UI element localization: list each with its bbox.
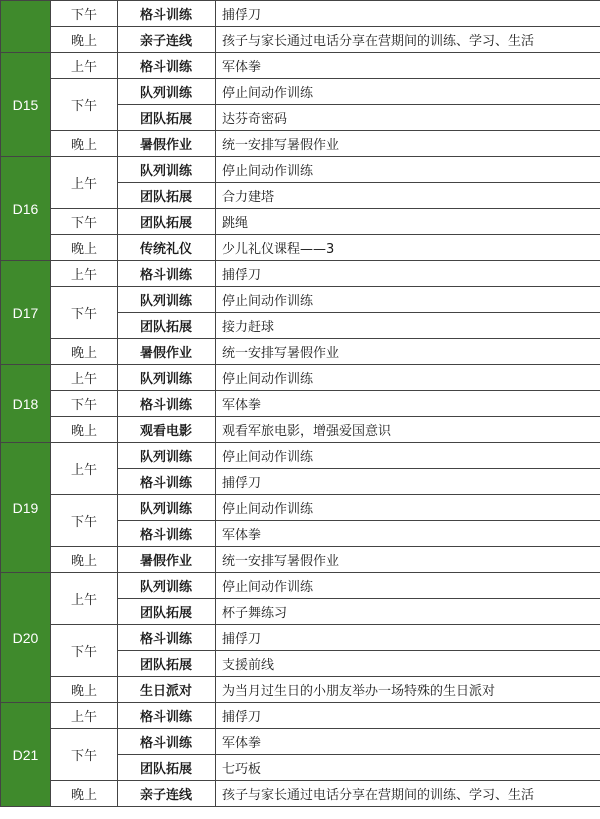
description-cell: 孩子与家长通过电话分享在营期间的训练、学习、生活 <box>216 781 600 807</box>
category-cell: 团队拓展 <box>118 755 216 781</box>
category-cell: 格斗训练 <box>118 53 216 79</box>
category-cell: 格斗训练 <box>118 703 216 729</box>
description-cell: 统一安排写暑假作业 <box>216 547 600 573</box>
table-row <box>1 729 600 755</box>
table-row <box>1 235 600 261</box>
period-cell: 下午 <box>51 209 118 235</box>
description-cell: 停止间动作训练 <box>216 365 600 391</box>
category-cell: 队列训练 <box>118 443 216 469</box>
day-cell: D17 <box>1 261 51 365</box>
category-cell: 亲子连线 <box>118 27 216 53</box>
category-cell: 暑假作业 <box>118 131 216 157</box>
category-cell: 团队拓展 <box>118 105 216 131</box>
description-cell: 捕俘刀 <box>216 1 600 27</box>
category-cell: 格斗训练 <box>118 469 216 495</box>
category-cell: 队列训练 <box>118 79 216 105</box>
category-cell: 团队拓展 <box>118 183 216 209</box>
table-row <box>1 261 600 287</box>
category-cell: 生日派对 <box>118 677 216 703</box>
period-cell: 上午 <box>51 53 118 79</box>
period-cell: 下午 <box>51 287 118 339</box>
description-cell: 达芬奇密码 <box>216 105 600 131</box>
category-cell: 队列训练 <box>118 495 216 521</box>
period-cell: 晚上 <box>51 339 118 365</box>
category-cell: 队列训练 <box>118 157 216 183</box>
category-cell: 格斗训练 <box>118 391 216 417</box>
description-cell: 孩子与家长通过电话分享在营期间的训练、学习、生活 <box>216 27 600 53</box>
period-cell: 上午 <box>51 443 118 495</box>
description-cell: 捕俘刀 <box>216 261 600 287</box>
table-row <box>1 495 600 521</box>
table-row <box>1 287 600 313</box>
table-row <box>1 547 600 573</box>
table-row <box>1 53 600 79</box>
table-row <box>1 365 600 391</box>
period-cell: 下午 <box>51 625 118 677</box>
schedule-body <box>1 1 600 807</box>
day-cell: D19 <box>1 443 51 573</box>
description-cell: 七巧板 <box>216 755 600 781</box>
description-cell: 停止间动作训练 <box>216 287 600 313</box>
description-cell: 停止间动作训练 <box>216 495 600 521</box>
category-cell: 暑假作业 <box>118 339 216 365</box>
period-cell: 晚上 <box>51 235 118 261</box>
day-cell: D15 <box>1 53 51 157</box>
day-cell: D20 <box>1 573 51 703</box>
category-cell: 队列训练 <box>118 365 216 391</box>
category-cell: 队列训练 <box>118 287 216 313</box>
period-cell: 上午 <box>51 573 118 625</box>
description-cell: 停止间动作训练 <box>216 79 600 105</box>
table-row <box>1 703 600 729</box>
category-cell: 暑假作业 <box>118 547 216 573</box>
period-cell: 下午 <box>51 391 118 417</box>
table-row <box>1 391 600 417</box>
category-cell: 格斗训练 <box>118 521 216 547</box>
description-cell: 军体拳 <box>216 729 600 755</box>
category-cell: 格斗训练 <box>118 625 216 651</box>
table-row <box>1 209 600 235</box>
description-cell: 军体拳 <box>216 391 600 417</box>
category-cell: 团队拓展 <box>118 313 216 339</box>
table-row <box>1 79 600 105</box>
period-cell: 晚上 <box>51 677 118 703</box>
table-row <box>1 131 600 157</box>
description-cell: 停止间动作训练 <box>216 443 600 469</box>
period-cell: 晚上 <box>51 547 118 573</box>
period-cell: 上午 <box>51 261 118 287</box>
period-cell: 下午 <box>51 495 118 547</box>
table-row <box>1 573 600 599</box>
description-cell: 军体拳 <box>216 521 600 547</box>
description-cell: 为当月过生日的小朋友举办一场特殊的生日派对 <box>216 677 600 703</box>
period-cell: 晚上 <box>51 417 118 443</box>
description-cell: 接力赶球 <box>216 313 600 339</box>
category-cell: 团队拓展 <box>118 209 216 235</box>
table-row <box>1 339 600 365</box>
table-row <box>1 625 600 651</box>
description-cell: 停止间动作训练 <box>216 573 600 599</box>
description-cell: 捕俘刀 <box>216 703 600 729</box>
description-cell: 少儿礼仪课程——3 <box>216 235 600 261</box>
table-row <box>1 27 600 53</box>
description-cell: 停止间动作训练 <box>216 157 600 183</box>
category-cell: 亲子连线 <box>118 781 216 807</box>
table-row <box>1 157 600 183</box>
day-cell <box>1 1 51 53</box>
description-cell: 统一安排写暑假作业 <box>216 339 600 365</box>
description-cell: 统一安排写暑假作业 <box>216 131 600 157</box>
category-cell: 队列训练 <box>118 573 216 599</box>
description-cell: 杯子舞练习 <box>216 599 600 625</box>
period-cell: 上午 <box>51 703 118 729</box>
category-cell: 格斗训练 <box>118 1 216 27</box>
category-cell: 格斗训练 <box>118 261 216 287</box>
category-cell: 团队拓展 <box>118 599 216 625</box>
description-cell: 跳绳 <box>216 209 600 235</box>
table-row <box>1 677 600 703</box>
period-cell: 晚上 <box>51 27 118 53</box>
table-row <box>1 1 600 27</box>
period-cell: 下午 <box>51 79 118 131</box>
description-cell: 合力建塔 <box>216 183 600 209</box>
description-cell: 观看军旅电影，增强爱国意识 <box>216 417 600 443</box>
day-cell: D21 <box>1 703 51 807</box>
period-cell: 晚上 <box>51 781 118 807</box>
description-cell: 支援前线 <box>216 651 600 677</box>
description-cell: 捕俘刀 <box>216 469 600 495</box>
description-cell: 捕俘刀 <box>216 625 600 651</box>
table-row <box>1 781 600 807</box>
period-cell: 下午 <box>51 1 118 27</box>
description-cell: 军体拳 <box>216 53 600 79</box>
category-cell: 团队拓展 <box>118 651 216 677</box>
day-cell: D18 <box>1 365 51 443</box>
category-cell: 观看电影 <box>118 417 216 443</box>
day-cell: D16 <box>1 157 51 261</box>
period-cell: 上午 <box>51 365 118 391</box>
table-row <box>1 443 600 469</box>
period-cell: 晚上 <box>51 131 118 157</box>
period-cell: 上午 <box>51 157 118 209</box>
table-row <box>1 417 600 443</box>
category-cell: 传统礼仪 <box>118 235 216 261</box>
period-cell: 下午 <box>51 729 118 781</box>
category-cell: 格斗训练 <box>118 729 216 755</box>
